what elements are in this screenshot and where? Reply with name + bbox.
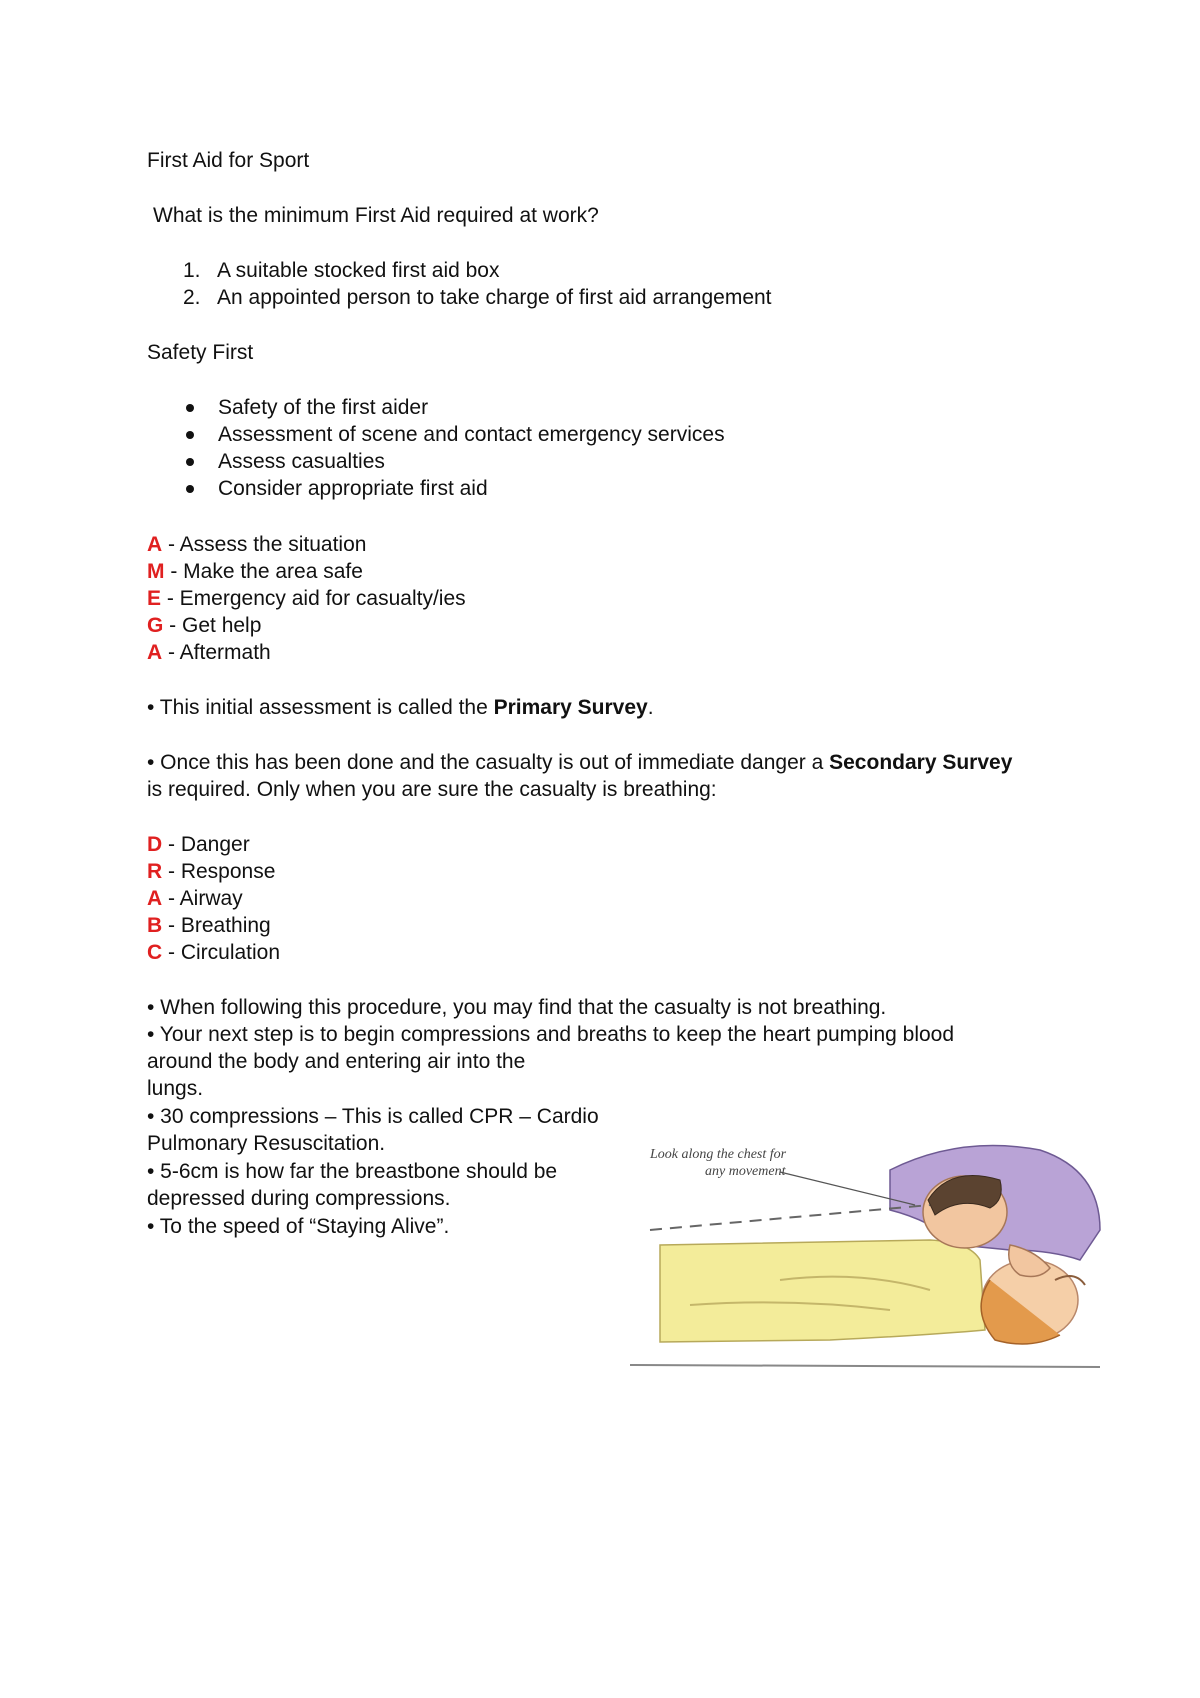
drabc-letter: C: [147, 941, 163, 964]
requirement-number: 2.: [183, 286, 201, 309]
drabc-letter: A: [147, 887, 163, 910]
floor-line: [630, 1365, 1100, 1367]
secondary-survey-term: Secondary Survey: [829, 751, 1013, 774]
cpr-line: • When following this procedure, you may find that the casualty is not breathing.: [147, 996, 887, 1019]
safety-item-text: Assessment of scene and contact emergency services: [218, 423, 725, 446]
requirement-item: [183, 285, 772, 311]
drabc-item: [147, 832, 250, 858]
amega-text: - Aftermath: [162, 641, 271, 664]
drabc-text: - Airway: [162, 887, 243, 910]
amega-text: - Emergency aid for casualty/ies: [161, 587, 466, 610]
drabc-item: [147, 886, 243, 912]
drabc-text: - Danger: [162, 833, 250, 856]
drabc-letter: D: [147, 833, 163, 856]
drabc-letter: B: [147, 914, 163, 937]
amega-item: [147, 640, 271, 666]
drabc-text: - Circulation: [162, 941, 281, 964]
bullet-dot-icon: [186, 404, 194, 412]
primary-survey-term: Primary Survey: [493, 696, 648, 719]
drabc-text: - Breathing: [162, 914, 271, 937]
amega-letter: A: [147, 533, 163, 556]
cpr-line: depressed during compressions.: [147, 1187, 451, 1210]
cpr-line: around the body and entering air into the: [147, 1050, 526, 1073]
cpr-line: • 30 compressions – This is called CPR – Cardio: [147, 1105, 599, 1128]
primary-survey-paragraph: [147, 695, 654, 721]
cpr-line: • 5-6cm is how far the breastbone should be: [147, 1160, 558, 1183]
amega-letter: G: [147, 614, 164, 637]
secondary-survey-paragraph: [147, 750, 1012, 776]
caption-line-2: any movement: [705, 1164, 786, 1179]
drabc-text: - Response: [162, 860, 276, 883]
drabc-letter: R: [147, 860, 163, 883]
casualty-body: [660, 1240, 985, 1342]
amega-letter: A: [147, 641, 163, 664]
cpr-line: lungs.: [147, 1077, 204, 1100]
drabc-item: [147, 859, 275, 885]
amega-letter: M: [147, 560, 165, 583]
safety-item-text: Consider appropriate first aid: [218, 477, 488, 500]
amega-item: [147, 559, 363, 585]
bullet-dot-icon: [186, 458, 194, 466]
bullet-dot-icon: [186, 485, 194, 493]
amega-text: - Make the area safe: [164, 560, 363, 583]
amega-item: [147, 586, 466, 612]
drabc-item: [147, 913, 271, 939]
drabc-item: [147, 940, 280, 966]
cpr-line: • Your next step is to begin compressions and breaths to keep the heart pumping blood: [147, 1023, 955, 1046]
requirement-text: An appointed person to take charge of first aid arrangement: [217, 286, 772, 309]
safety-item-text: Assess casualties: [218, 450, 385, 473]
safety-item: [218, 476, 488, 502]
requirement-item: [183, 258, 500, 284]
requirement-number: 1.: [183, 259, 201, 282]
primary-survey-text: • This initial assessment is called the: [147, 696, 494, 719]
cpr-illustration: [630, 1130, 1110, 1370]
safety-item: [218, 395, 428, 421]
bullet-dot-icon: [186, 431, 194, 439]
amega-letter: E: [147, 587, 162, 610]
primary-survey-end: .: [647, 696, 654, 719]
amega-text: - Assess the situation: [162, 533, 367, 556]
document-title: First Aid for Sport: [147, 149, 310, 172]
amega-item: [147, 532, 366, 558]
amega-item: [147, 613, 261, 639]
secondary-survey-line2: is required. Only when you are sure the casualty is breathing:: [147, 778, 717, 801]
safety-item: [218, 449, 385, 475]
amega-text: - Get help: [163, 614, 262, 637]
cpr-line: Pulmonary Resuscitation.: [147, 1132, 386, 1155]
secondary-survey-text: • Once this has been done and the casualty is out of immediate danger a: [147, 751, 830, 774]
requirement-text: A suitable stocked first aid box: [217, 259, 500, 282]
safety-heading: Safety First: [147, 341, 254, 364]
cpr-line: • To the speed of “Staying Alive”.: [147, 1215, 450, 1238]
sight-line: [650, 1205, 930, 1230]
safety-item: [218, 422, 725, 448]
safety-item-text: Safety of the first aider: [218, 396, 429, 419]
question-text: What is the minimum First Aid required at work?: [153, 204, 599, 227]
caption-line-1: Look along the chest for: [650, 1147, 787, 1162]
